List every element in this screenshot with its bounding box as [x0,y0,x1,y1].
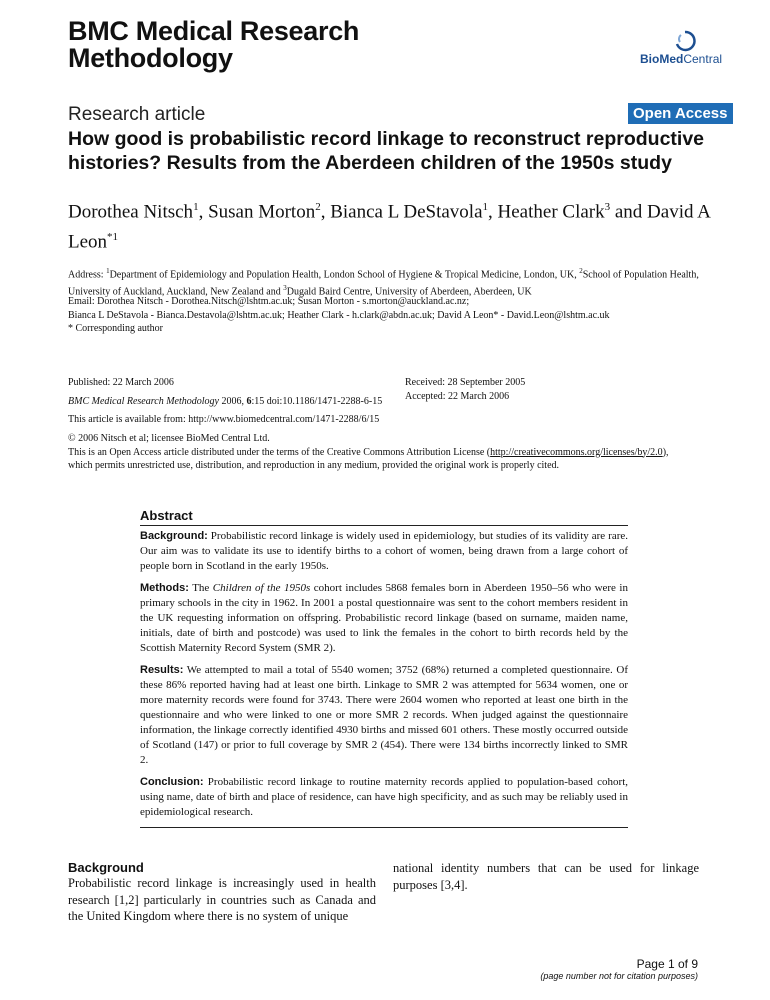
article-url[interactable]: This article is available from: http://www.biomedcentral.com/1471-2288/6/15 [68,414,380,425]
author-affiliation: 1 [193,201,199,213]
email-line: Email: Dorothea Nitsch - Dorothea.Nitsch@lshtm.ac.uk; Susan Morton - s.morton@auckland.ac.nz; [68,296,470,307]
biomed-central-logo[interactable] [640,30,740,70]
abstract-results [140,663,628,768]
author-affiliation: 2 [315,201,321,213]
abstract-conclusion [140,775,628,820]
abstract-text: Probabilistic record linkage is widely used in epidemiology, but studies of its validity are rare. Our aim was to validate its use to identify births to a cohort of women, being drawn from a large cohort of people born in Scotland in the early 1950s. [140,530,628,572]
section-heading: Background [68,860,144,875]
affiliation-text: Department of Epidemiology and Population Health, London School of Hygiene & Tropical Medicine, London, UK, [109,269,580,281]
citation-volume: 6 [246,395,252,407]
affiliation-number: 1 [106,267,110,275]
citation-doi: :15 doi:10.1186/1471-2288-6-15 [251,395,383,407]
affiliation-number: 2 [579,267,583,275]
publication-info [68,376,398,432]
corresponding-author: * Corresponding author [68,323,163,334]
license-text-a: This is an Open Access article distributed under the terms of the Creative Commons Attribution License ( [68,446,491,458]
abstract-text: Probabilistic record linkage to routine maternity records applied to population-based cohort, using name, date of birth and place of residence, can have high specificity, and as such may be reliably used in epidemiological research. [140,776,628,818]
abstract-italic: Children of the 1950s [212,582,311,594]
open-access-badge: Open Access [628,103,733,124]
license-link[interactable]: http://creativecommons.org/licenses/by/2.0 [490,446,663,458]
citation-journal: BMC Medical Research Methodology [68,395,219,407]
license-text-b: ), [662,446,669,458]
published-date: Published: 22 March 2006 [68,377,174,388]
affiliation-text: School of Population Health, University of Auckland, Auckland, New Zealand and [68,269,699,298]
citation-year: 2006, [218,395,247,407]
affiliation-number: 3 [283,283,287,292]
abstract-label: Background: [140,530,208,542]
license-block [68,432,718,473]
author-name: David A Leon [68,201,710,253]
article-type: Research article [68,104,206,125]
logo-central: Central [683,52,723,66]
email-block [68,295,708,322]
page-number: Page 1 of 9 [636,957,698,971]
author-name: Susan Morton [208,201,316,223]
abstract-background [140,529,628,574]
abstract-methods [140,581,628,656]
abstract-text: cohort includes 5868 females born in Aberdeen 1950–56 who were in primary schools in the city in 1962. In 2001 a postal questionnaire was sent to the cohort members resident in the UK requesting information on offspring. Probabilistic record linkage (based on surname, maiden name, initials, date of birth and postcode) was used to link the females in the cohort to birth records held by the Scottish Maternity Record System (SMR 2). [140,582,628,654]
author-name: Dorothea Nitsch [68,201,194,223]
author-affiliation: 3 [604,201,611,213]
body-column-right: national identity numbers that can be used for linkage purposes [3,4]. [393,861,699,892]
body-column-left: Probabilistic record linkage is increasingly used in health research [1,2] particularly in countries such as Canada and the United Kingdom where there is no system of unique [68,876,376,923]
logo-text [640,52,722,66]
author-affiliation: *1 [107,230,119,243]
journal-title: BMC Medical Research Methodology [68,16,360,73]
article-title: How good is probabilistic record linkage to reconstruct reproductive histories? Results from the Aberdeen children of the 1950s study [68,128,705,174]
license-text-c: which permits unrestricted use, distribution, and reproduction in any medium, provided the original work is properly cited. [68,460,560,471]
license-text [68,446,718,460]
logo-bio: Bio [640,52,660,66]
author-list: Dorothea Nitsch$^1$, Susan Morton$^2$, Bianca L DeStavola$^1$, Heather Clark$^3$ and David A Leon$^{*1}$ [68,201,710,253]
abstract-label: Methods: [140,582,189,594]
accepted-date: Accepted: 22 March 2006 [405,390,510,402]
author-name: Bianca L DeStavola [330,201,483,223]
logo-med: Med [659,52,684,66]
biomed-logo-icon [672,30,698,52]
copyright: © 2006 Nitsch et al; licensee BioMed Central Ltd. [68,433,270,444]
affiliation-text: Dugald Baird Centre, University of Aberdeen, Aberdeen, UK [286,286,532,298]
address-label: Address: [68,269,107,281]
dates-info [405,376,605,403]
author-name: Heather Clark [497,201,605,223]
page-note: (page number not for citation purposes) [540,971,698,981]
abstract-divider [140,827,628,828]
address [68,265,708,299]
abstract-heading: Abstract [140,508,628,526]
received-date: Received: 28 September 2005 [405,377,526,388]
abstract-text: The [188,582,213,594]
abstract [140,508,628,828]
abstract-label: Conclusion: [140,776,204,788]
author-affiliation: 1 [482,201,489,213]
abstract-text: We attempted to mail a total of 5540 women; 3752 (68%) returned a completed questionnaire. Of these 86% reported having had at least one birth. Linkage to SMR 2 was attempted for 5634 women, one or more maternity records were found for 3743. There were 2604 women who reported at least one birth in the questionnaire and who were linked to one or more SMR 2 records. When judged against the questionnaire information, the linkage correctly identified 4930 births and missed 601 others. These mostly occurred outside of Scotland (147) or prior to full coverage by SMR 2 (454). There were 134 births incorrectly linked to SMR 2. [140,664,628,766]
citation [68,395,398,409]
abstract-label: Results: [140,664,184,676]
email-line: Bianca L DeStavola - Bianca.Destavola@lshtm.ac.uk; Heather Clark - h.clark@abdn.ac.uk; David A Leon* - David.Leon@lshtm.ac.uk [68,309,610,321]
